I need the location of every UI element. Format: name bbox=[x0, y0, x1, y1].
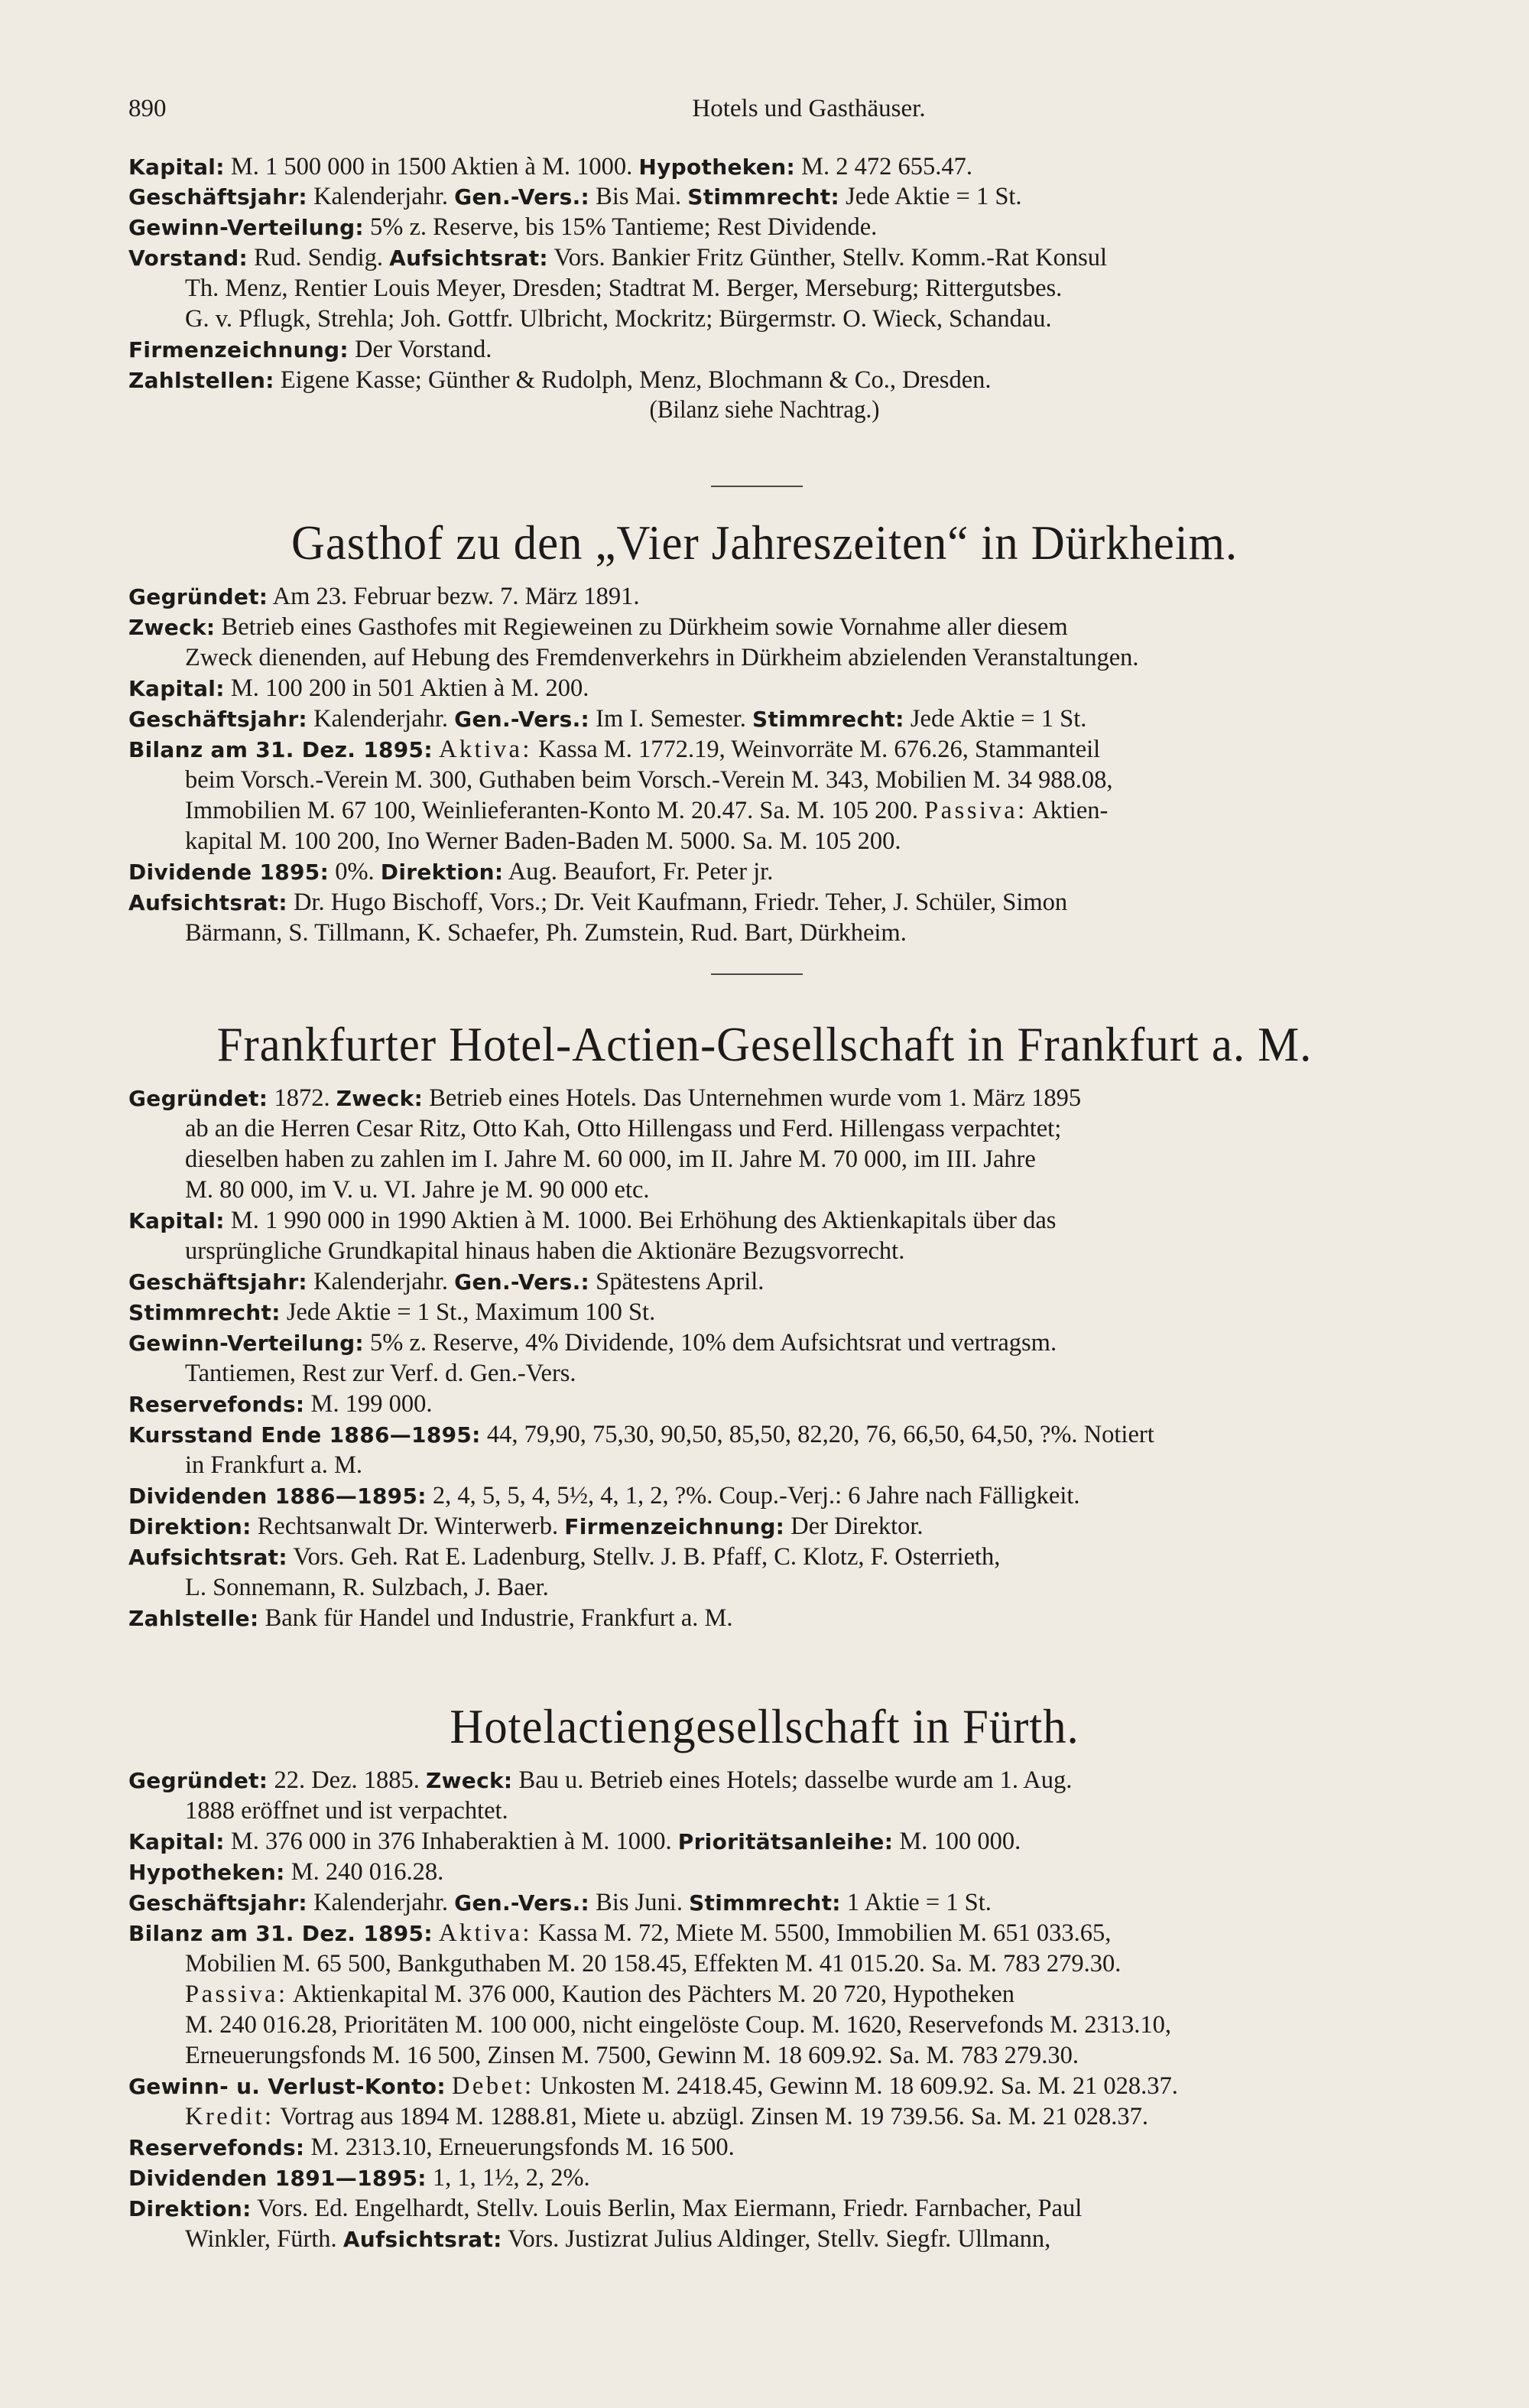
entry-line: Passiva: Aktienkapital M. 376 000, Kaution des Pächters M. 20 720, Hypotheken bbox=[185, 1981, 1015, 2008]
page-number: 890 bbox=[128, 95, 167, 122]
entry-line: in Frankfurt a. M. bbox=[185, 1451, 362, 1479]
entry-line: Zahlstellen: Eigene Kasse; Günther & Rudolph, Menz, Blochmann & Co., Dresden. bbox=[128, 366, 992, 394]
entry-line: Winkler, Fürth. Aufsichtsrat: Vors. Justizrat Julius Aldinger, Stellv. Siegfr. Ullmann, bbox=[185, 2225, 1051, 2253]
entry-line: Zweck dienenden, auf Hebung des Fremdenverkehrs in Dürkheim abzielenden Veranstaltungen. bbox=[185, 644, 1139, 671]
entry-line: Geschäftsjahr: Kalenderjahr. Gen.-Vers.: Bis Mai. Stimmrecht: Jede Aktie = 1 St. bbox=[128, 183, 1022, 210]
entry-line: 1888 eröffnet und ist verpachtet. bbox=[185, 1797, 508, 1825]
entry-line: Zweck: Betrieb eines Gasthofes mit Regieweinen zu Dürkheim sowie Vornahme aller diesem bbox=[128, 613, 1068, 641]
entry-line: ab an die Herren Cesar Ritz, Otto Kah, Otto Hillengass und Ferd. Hillengass verpachtet; bbox=[185, 1115, 1062, 1142]
entry-line: Kursstand Ende 1886—1895: 44, 79,90, 75,30, 90,50, 85,50, 82,20, 76, 66,50, 64,50, ?%. Notiert bbox=[128, 1421, 1154, 1448]
entry-line: dieselben haben zu zahlen im I. Jahre M. 60 000, im II. Jahre M. 70 000, im III. Jahre bbox=[185, 1146, 1036, 1173]
entry-line: Direktion: Rechtsanwalt Dr. Winterwerb. Firmenzeichnung: Der Direktor. bbox=[128, 1513, 924, 1540]
entry-line: Gewinn-Verteilung: 5% z. Reserve, 4% Dividende, 10% dem Aufsichtsrat und vertragsm. bbox=[128, 1329, 1057, 1357]
entry-line: Dividende 1895: 0%. Direktion: Aug. Beaufort, Fr. Peter jr. bbox=[128, 858, 774, 886]
entry-line: Immobilien M. 67 100, Weinlieferanten-Konto M. 20.47. Sa. M. 105 200. Passiva: Aktien- bbox=[185, 797, 1109, 824]
entry-line: Kapital: M. 376 000 in 376 Inhaberaktien à M. 1000. Prioritätsanleihe: M. 100 000. bbox=[128, 1828, 1021, 1855]
entry-line: Tantiemen, Rest zur Verf. d. Gen.-Vers. bbox=[185, 1360, 576, 1387]
entry-line: Zahlstelle: Bank für Handel und Industrie, Frankfurt a. M. bbox=[128, 1604, 733, 1632]
entry-line: ursprüngliche Grundkapital hinaus haben die Aktionäre Bezugsvorrecht. bbox=[185, 1237, 905, 1265]
entry-line: Gegründet: 1872. Zweck: Betrieb eines Hotels. Das Unternehmen wurde vom 1. März 1895 bbox=[128, 1084, 1082, 1112]
entry-line: Firmenzeichnung: Der Vorstand. bbox=[128, 336, 492, 363]
entry-line: L. Sonnemann, R. Sulzbach, J. Baer. bbox=[185, 1574, 549, 1601]
entry-line: Dividenden 1891—1895: 1, 1, 1½, 2, 2%. bbox=[128, 2164, 590, 2192]
section-divider bbox=[711, 973, 803, 975]
entry-line: M. 240 016.28, Prioritäten M. 100 000, nicht eingelöste Coup. M. 1620, Reservefonds M. 2313.10, bbox=[185, 2011, 1171, 2039]
entry-line: Reservefonds: M. 199 000. bbox=[128, 1390, 433, 1418]
page-header bbox=[128, 95, 1489, 138]
entry-line: G. v. Pflugk, Strehla; Joh. Gottfr. Ulbricht, Mockritz; Bürgermstr. O. Wieck, Schandau. bbox=[185, 305, 1052, 333]
section-divider bbox=[711, 486, 803, 487]
entry-line: beim Vorsch.-Verein M. 300, Guthaben beim Vorsch.-Verein M. 343, Mobilien M. 34 988.08, bbox=[185, 766, 1113, 794]
company-title: Frankfurter Hotel-Actien-Gesellschaft in Frankfurt a. M. bbox=[216, 1017, 1313, 1071]
entry-line: Bilanz am 31. Dez. 1895: Aktiva: Kassa M. 1772.19, Weinvorräte M. 676.26, Stammanteil bbox=[128, 736, 1101, 763]
entry-line: Geschäftsjahr: Kalenderjahr. Gen.-Vers.: Im I. Semester. Stimmrecht: Jede Aktie = 1 St. bbox=[128, 705, 1087, 733]
entry-line: Bärmann, S. Tillmann, K. Schaefer, Ph. Zumstein, Rud. Bart, Dürkheim. bbox=[185, 919, 907, 947]
entry-line: Direktion: Vors. Ed. Engelhardt, Stellv. Louis Berlin, Max Eiermann, Friedr. Farnbacher, Paul bbox=[128, 2195, 1083, 2222]
entry-line: Erneuerungsfonds M. 16 500, Zinsen M. 7500, Gewinn M. 18 609.92. Sa. M. 783 279.30. bbox=[185, 2042, 1079, 2069]
entry-line: Gegründet: Am 23. Februar bezw. 7. März 1891. bbox=[128, 583, 640, 610]
entry-line: Th. Menz, Rentier Louis Meyer, Dresden; Stadtrat M. Berger, Merseburg; Rittergutsbes. bbox=[185, 275, 1063, 302]
entry-line: Gewinn- u. Verlust-Konto: Debet: Unkosten M. 2418.45, Gewinn M. 18 609.92. Sa. M. 21 028.37. bbox=[128, 2072, 1178, 2100]
entry-line: Vorstand: Rud. Sendig. Aufsichtsrat: Vors. Bankier Fritz Günther, Stellv. Komm.-Rat Konsul bbox=[128, 244, 1108, 271]
entry-line: Gewinn-Verteilung: 5% z. Reserve, bis 15% Tantieme; Rest Dividende. bbox=[128, 213, 878, 241]
entry-line: Hypotheken: M. 240 016.28. bbox=[128, 1858, 444, 1886]
company-title: Gasthof zu den „Vier Jahreszeiten“ in Dürkheim. bbox=[291, 515, 1238, 570]
entry-line: Geschäftsjahr: Kalenderjahr. Gen.-Vers.: Spätestens April. bbox=[128, 1268, 764, 1295]
entry-line: Gegründet: 22. Dez. 1885. Zweck: Bau u. Betrieb eines Hotels; dasselbe wurde am 1. Aug. bbox=[128, 1766, 1073, 1794]
entry-line: Bilanz am 31. Dez. 1895: Aktiva: Kassa M. 72, Miete M. 5500, Immobilien M. 651 033.65, bbox=[128, 1919, 1112, 1947]
entry-line: Geschäftsjahr: Kalenderjahr. Gen.-Vers.: Bis Juni. Stimmrecht: 1 Aktie = 1 St. bbox=[128, 1889, 992, 1916]
entry-line: Mobilien M. 65 500, Bankguthaben M. 20 158.45, Effekten M. 41 015.20. Sa. M. 783 279.30. bbox=[185, 1950, 1122, 1977]
note-line: (Bilanz siehe Nachtrag.) bbox=[649, 396, 880, 424]
entry-line: Stimmrecht: Jede Aktie = 1 St., Maximum 100 St. bbox=[128, 1298, 656, 1326]
entry-line: Kredit: Vortrag aus 1894 M. 1288.81, Miete u. abzügl. Zinsen M. 19 739.56. Sa. M. 21 028.37. bbox=[185, 2103, 1149, 2130]
entry-line: Reservefonds: M. 2313.10, Erneuerungsfonds M. 16 500. bbox=[128, 2133, 735, 2161]
entry-line: Kapital: M. 1 990 000 in 1990 Aktien à M. 1000. Bei Erhöhung des Aktienkapitals über das bbox=[128, 1207, 1057, 1234]
entry-line: M. 80 000, im V. u. VI. Jahre je M. 90 000 etc. bbox=[185, 1176, 650, 1204]
entry-line: Aufsichtsrat: Dr. Hugo Bischoff, Vors.; Dr. Veit Kaufmann, Friedr. Teher, J. Schüler, Simon bbox=[128, 889, 1068, 916]
entry-line: Dividenden 1886—1895: 2, 4, 5, 5, 4, 5½, 4, 1, 2, ?%. Coup.-Verj.: 6 Jahre nach Fälligkeit. bbox=[128, 1482, 1080, 1509]
entry-line: kapital M. 100 200, Ino Werner Baden-Baden M. 5000. Sa. M. 105 200. bbox=[185, 827, 901, 855]
entry-line: Aufsichtsrat: Vors. Geh. Rat E. Ladenburg, Stellv. J. B. Pfaff, C. Klotz, F. Osterrieth, bbox=[128, 1543, 1001, 1571]
entry-line: Kapital: M. 1 500 000 in 1500 Aktien à M. 1000. Hypotheken: M. 2 472 655.47. bbox=[128, 153, 972, 180]
entry-line: Kapital: M. 100 200 in 501 Aktien à M. 200. bbox=[128, 674, 589, 702]
company-title: Hotelactiengesellschaft in Fürth. bbox=[450, 1699, 1079, 1753]
running-title: Hotels und Gasthäuser. bbox=[692, 95, 926, 122]
